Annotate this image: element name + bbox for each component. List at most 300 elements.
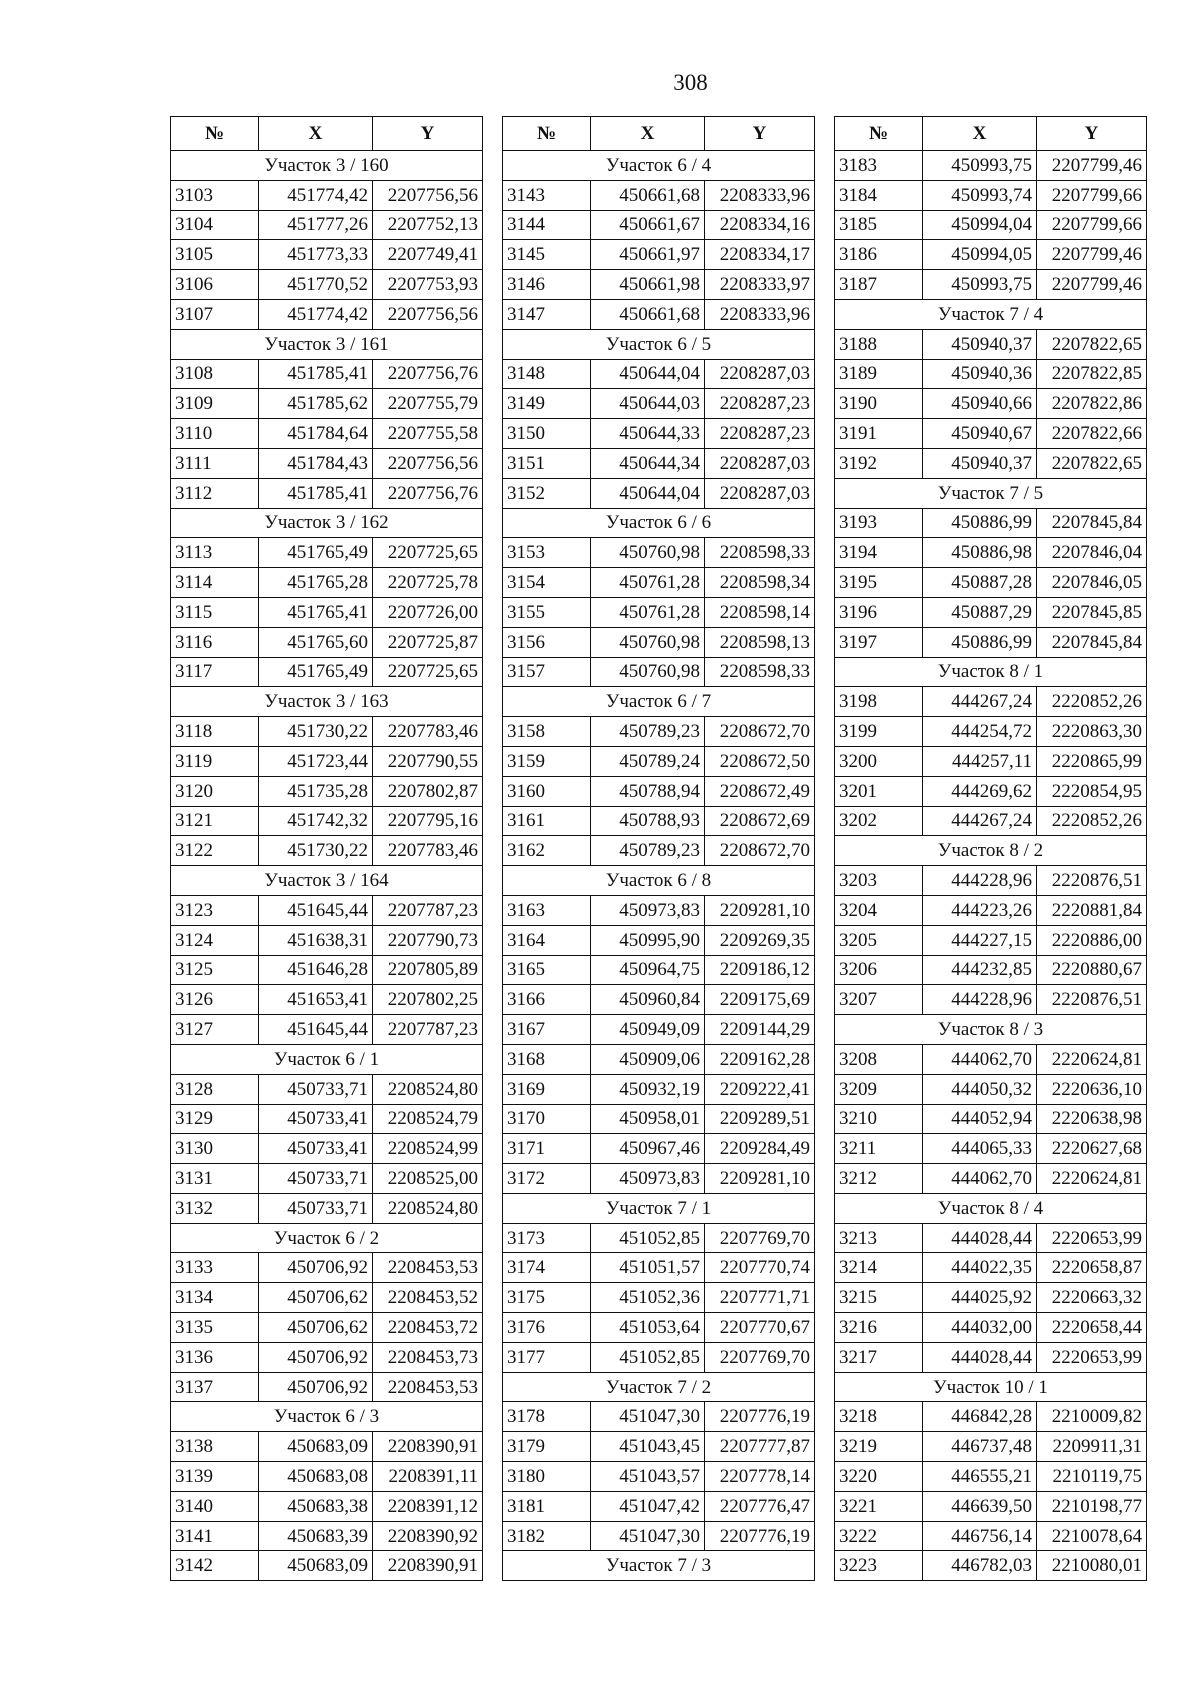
y-coordinate-cell: 2220854,95 <box>1037 776 1147 806</box>
table-row <box>503 1402 815 1432</box>
y-coordinate-cell: 2209162,28 <box>705 1044 815 1074</box>
table-row <box>835 1462 1147 1492</box>
section-title: Участок 7 / 3 <box>503 1551 815 1581</box>
y-coordinate-cell: 2209284,49 <box>705 1134 815 1164</box>
table-row <box>835 1223 1147 1253</box>
y-coordinate-cell: 2220658,87 <box>1037 1253 1147 1283</box>
y-coordinate-cell: 2208598,13 <box>705 627 815 657</box>
table-row <box>503 1521 815 1551</box>
point-number-cell: 3218 <box>835 1402 923 1432</box>
y-coordinate-cell: 2207845,84 <box>1037 627 1147 657</box>
section-title: Участок 10 / 1 <box>835 1372 1147 1402</box>
table-row <box>835 508 1147 538</box>
table-row <box>835 568 1147 598</box>
section-header-row <box>503 687 815 717</box>
table-row <box>503 806 815 836</box>
x-coordinate-cell: 450887,29 <box>923 597 1037 627</box>
x-coordinate-cell: 450993,75 <box>923 151 1037 181</box>
table-row <box>503 1342 815 1372</box>
x-coordinate-cell: 451043,45 <box>591 1432 705 1462</box>
table-row <box>171 568 483 598</box>
table-row <box>171 538 483 568</box>
y-coordinate-cell: 2207753,93 <box>373 270 483 300</box>
y-coordinate-cell: 2208287,03 <box>705 448 815 478</box>
table-row <box>835 1283 1147 1313</box>
y-coordinate-cell: 2220653,99 <box>1037 1223 1147 1253</box>
point-number-cell: 3103 <box>171 180 259 210</box>
point-number-cell: 3106 <box>171 270 259 300</box>
section-header-row <box>171 151 483 181</box>
table-row <box>171 746 483 776</box>
y-coordinate-cell: 2207756,56 <box>373 448 483 478</box>
table-row <box>171 1074 483 1104</box>
x-coordinate-cell: 450760,98 <box>591 538 705 568</box>
table-row <box>835 389 1147 419</box>
x-coordinate-cell: 450683,38 <box>259 1491 373 1521</box>
table-row <box>171 1491 483 1521</box>
x-coordinate-cell: 450958,01 <box>591 1104 705 1134</box>
table-row <box>835 210 1147 240</box>
y-coordinate-cell: 2208598,33 <box>705 538 815 568</box>
section-header-row <box>835 1372 1147 1402</box>
x-coordinate-cell: 450733,71 <box>259 1164 373 1194</box>
point-number-cell: 3215 <box>835 1283 923 1313</box>
y-coordinate-cell: 2207726,00 <box>373 597 483 627</box>
point-number-cell: 3203 <box>835 866 923 896</box>
point-number-cell: 3104 <box>171 210 259 240</box>
table-row <box>835 925 1147 955</box>
point-number-cell: 3117 <box>171 657 259 687</box>
section-title: Участок 6 / 7 <box>503 687 815 717</box>
point-number-cell: 3135 <box>171 1313 259 1343</box>
point-number-cell: 3214 <box>835 1253 923 1283</box>
section-header-row <box>503 866 815 896</box>
table-row <box>171 836 483 866</box>
table-row <box>171 1104 483 1134</box>
section-header-row <box>503 329 815 359</box>
point-number-cell: 3181 <box>503 1491 591 1521</box>
table-row <box>835 866 1147 896</box>
table-row <box>835 1044 1147 1074</box>
y-coordinate-cell: 2220876,51 <box>1037 866 1147 896</box>
x-coordinate-cell: 444228,96 <box>923 985 1037 1015</box>
x-coordinate-cell: 446737,48 <box>923 1432 1037 1462</box>
x-coordinate-cell: 451052,36 <box>591 1283 705 1313</box>
table-row <box>171 1432 483 1462</box>
section-title: Участок 8 / 3 <box>835 1015 1147 1045</box>
y-coordinate-cell: 2208333,97 <box>705 270 815 300</box>
y-coordinate-cell: 2207822,85 <box>1037 359 1147 389</box>
x-coordinate-cell: 444022,35 <box>923 1253 1037 1283</box>
y-coordinate-cell: 2220624,81 <box>1037 1044 1147 1074</box>
table-row <box>835 1164 1147 1194</box>
section-title: Участок 7 / 2 <box>503 1372 815 1402</box>
x-coordinate-cell: 450960,84 <box>591 985 705 1015</box>
x-coordinate-cell: 450940,36 <box>923 359 1037 389</box>
table-row <box>171 240 483 270</box>
section-title: Участок 3 / 162 <box>171 508 483 538</box>
point-number-cell: 3208 <box>835 1044 923 1074</box>
point-number-cell: 3217 <box>835 1342 923 1372</box>
x-coordinate-cell: 444257,11 <box>923 746 1037 776</box>
table-row <box>835 1432 1147 1462</box>
table-row <box>835 597 1147 627</box>
header-y: Y <box>373 117 483 151</box>
y-coordinate-cell: 2220886,00 <box>1037 925 1147 955</box>
y-coordinate-cell: 2208287,03 <box>705 359 815 389</box>
table-row <box>835 1521 1147 1551</box>
table-row <box>503 568 815 598</box>
y-coordinate-cell: 2220663,32 <box>1037 1283 1147 1313</box>
x-coordinate-cell: 451765,60 <box>259 627 373 657</box>
y-coordinate-cell: 2207845,84 <box>1037 508 1147 538</box>
y-coordinate-cell: 2220658,44 <box>1037 1313 1147 1343</box>
point-number-cell: 3129 <box>171 1104 259 1134</box>
x-coordinate-cell: 444032,00 <box>923 1313 1037 1343</box>
y-coordinate-cell: 2208524,80 <box>373 1074 483 1104</box>
x-coordinate-cell: 450733,41 <box>259 1134 373 1164</box>
y-coordinate-cell: 2208287,03 <box>705 478 815 508</box>
point-number-cell: 3221 <box>835 1491 923 1521</box>
x-coordinate-cell: 450789,23 <box>591 836 705 866</box>
point-number-cell: 3171 <box>503 1134 591 1164</box>
x-coordinate-cell: 450683,09 <box>259 1432 373 1462</box>
y-coordinate-cell: 2208672,70 <box>705 836 815 866</box>
point-number-cell: 3134 <box>171 1283 259 1313</box>
point-number-cell: 3193 <box>835 508 923 538</box>
table-row <box>503 478 815 508</box>
table-header-row <box>835 117 1147 151</box>
point-number-cell: 3154 <box>503 568 591 598</box>
section-header-row <box>835 657 1147 687</box>
y-coordinate-cell: 2208453,52 <box>373 1283 483 1313</box>
page-number: 308 <box>673 70 708 95</box>
table-row <box>503 389 815 419</box>
x-coordinate-cell: 444025,92 <box>923 1283 1037 1313</box>
y-coordinate-cell: 2207790,55 <box>373 746 483 776</box>
table-row <box>171 1313 483 1343</box>
x-coordinate-cell: 451051,57 <box>591 1253 705 1283</box>
header-x: X <box>923 117 1037 151</box>
y-coordinate-cell: 2207755,58 <box>373 419 483 449</box>
point-number-cell: 3137 <box>171 1372 259 1402</box>
table-row <box>835 627 1147 657</box>
x-coordinate-cell: 450760,98 <box>591 657 705 687</box>
x-coordinate-cell: 444228,96 <box>923 866 1037 896</box>
section-header-row <box>171 508 483 538</box>
point-number-cell: 3146 <box>503 270 591 300</box>
y-coordinate-cell: 2208334,16 <box>705 210 815 240</box>
x-coordinate-cell: 444052,94 <box>923 1104 1037 1134</box>
table-row <box>171 1521 483 1551</box>
point-number-cell: 3178 <box>503 1402 591 1432</box>
table-row <box>835 1134 1147 1164</box>
y-coordinate-cell: 2207725,78 <box>373 568 483 598</box>
y-coordinate-cell: 2209144,29 <box>705 1015 815 1045</box>
point-number-cell: 3187 <box>835 270 923 300</box>
y-coordinate-cell: 2208334,17 <box>705 240 815 270</box>
point-number-cell: 3188 <box>835 329 923 359</box>
table-row <box>835 746 1147 776</box>
x-coordinate-cell: 450644,04 <box>591 359 705 389</box>
x-coordinate-cell: 450761,28 <box>591 568 705 598</box>
y-coordinate-cell: 2207771,71 <box>705 1283 815 1313</box>
x-coordinate-cell: 451735,28 <box>259 776 373 806</box>
point-number-cell: 3127 <box>171 1015 259 1045</box>
x-coordinate-cell: 450761,28 <box>591 597 705 627</box>
table-row <box>503 180 815 210</box>
x-coordinate-cell: 450733,71 <box>259 1074 373 1104</box>
point-number-cell: 3105 <box>171 240 259 270</box>
y-coordinate-cell: 2207776,47 <box>705 1491 815 1521</box>
table-row <box>171 419 483 449</box>
y-coordinate-cell: 2207805,89 <box>373 955 483 985</box>
y-coordinate-cell: 2207822,66 <box>1037 419 1147 449</box>
y-coordinate-cell: 2209281,10 <box>705 1164 815 1194</box>
point-number-cell: 3133 <box>171 1253 259 1283</box>
point-number-cell: 3190 <box>835 389 923 419</box>
y-coordinate-cell: 2210009,82 <box>1037 1402 1147 1432</box>
y-coordinate-cell: 2207822,86 <box>1037 389 1147 419</box>
x-coordinate-cell: 451043,57 <box>591 1462 705 1492</box>
x-coordinate-cell: 450940,66 <box>923 389 1037 419</box>
table-row <box>171 955 483 985</box>
y-coordinate-cell: 2208672,69 <box>705 806 815 836</box>
section-title: Участок 7 / 4 <box>835 299 1147 329</box>
x-coordinate-cell: 450661,97 <box>591 240 705 270</box>
point-number-cell: 3200 <box>835 746 923 776</box>
x-coordinate-cell: 450644,04 <box>591 478 705 508</box>
x-coordinate-cell: 451730,22 <box>259 717 373 747</box>
point-number-cell: 3162 <box>503 836 591 866</box>
table-row <box>503 210 815 240</box>
x-coordinate-cell: 450949,09 <box>591 1015 705 1045</box>
point-number-cell: 3219 <box>835 1432 923 1462</box>
y-coordinate-cell: 2207799,46 <box>1037 240 1147 270</box>
y-coordinate-cell: 2207787,23 <box>373 895 483 925</box>
y-coordinate-cell: 2220852,26 <box>1037 806 1147 836</box>
x-coordinate-cell: 451765,41 <box>259 597 373 627</box>
y-coordinate-cell: 2207802,87 <box>373 776 483 806</box>
table-row <box>503 776 815 806</box>
table-row <box>503 1164 815 1194</box>
table-row <box>503 538 815 568</box>
section-header-row <box>835 1015 1147 1045</box>
table-row <box>171 1372 483 1402</box>
point-number-cell: 3183 <box>835 151 923 181</box>
x-coordinate-cell: 450706,62 <box>259 1313 373 1343</box>
table-row <box>503 1432 815 1462</box>
y-coordinate-cell: 2207756,56 <box>373 299 483 329</box>
table-row <box>171 299 483 329</box>
header-y: Y <box>1037 117 1147 151</box>
table-row <box>835 329 1147 359</box>
table-header-row <box>171 117 483 151</box>
y-coordinate-cell: 2220636,10 <box>1037 1074 1147 1104</box>
y-coordinate-cell: 2207783,46 <box>373 836 483 866</box>
x-coordinate-cell: 450661,68 <box>591 180 705 210</box>
table-row <box>503 1104 815 1134</box>
table-row <box>171 657 483 687</box>
y-coordinate-cell: 2208333,96 <box>705 180 815 210</box>
point-number-cell: 3124 <box>171 925 259 955</box>
y-coordinate-cell: 2220852,26 <box>1037 687 1147 717</box>
point-number-cell: 3116 <box>171 627 259 657</box>
point-number-cell: 3207 <box>835 985 923 1015</box>
x-coordinate-cell: 451774,42 <box>259 299 373 329</box>
y-coordinate-cell: 2207799,46 <box>1037 151 1147 181</box>
table-row <box>171 1134 483 1164</box>
x-coordinate-cell: 450994,05 <box>923 240 1037 270</box>
point-number-cell: 3150 <box>503 419 591 449</box>
y-coordinate-cell: 2208333,96 <box>705 299 815 329</box>
y-coordinate-cell: 2208390,91 <box>373 1432 483 1462</box>
table-row <box>835 955 1147 985</box>
point-number-cell: 3126 <box>171 985 259 1015</box>
table-row <box>171 776 483 806</box>
table-row <box>171 389 483 419</box>
x-coordinate-cell: 444028,44 <box>923 1342 1037 1372</box>
table-row <box>503 359 815 389</box>
table-row <box>171 1193 483 1223</box>
point-number-cell: 3222 <box>835 1521 923 1551</box>
point-number-cell: 3216 <box>835 1313 923 1343</box>
table-row <box>835 1253 1147 1283</box>
x-coordinate-cell: 451765,49 <box>259 657 373 687</box>
coordinates-table-column-2 <box>502 116 814 1581</box>
table-row <box>503 448 815 478</box>
x-coordinate-cell: 451646,28 <box>259 955 373 985</box>
table-row <box>835 1104 1147 1134</box>
x-coordinate-cell: 444223,26 <box>923 895 1037 925</box>
y-coordinate-cell: 2207769,70 <box>705 1342 815 1372</box>
y-coordinate-cell: 2220876,51 <box>1037 985 1147 1015</box>
x-coordinate-cell: 450644,33 <box>591 419 705 449</box>
table-row <box>171 210 483 240</box>
table-row <box>503 717 815 747</box>
point-number-cell: 3147 <box>503 299 591 329</box>
point-number-cell: 3202 <box>835 806 923 836</box>
y-coordinate-cell: 2207845,85 <box>1037 597 1147 627</box>
section-title: Участок 6 / 1 <box>171 1044 483 1074</box>
x-coordinate-cell: 450706,92 <box>259 1253 373 1283</box>
y-coordinate-cell: 2207799,66 <box>1037 180 1147 210</box>
x-coordinate-cell: 451777,26 <box>259 210 373 240</box>
point-number-cell: 3111 <box>171 448 259 478</box>
section-title: Участок 6 / 4 <box>503 151 815 181</box>
y-coordinate-cell: 2208287,23 <box>705 389 815 419</box>
table-row <box>503 1074 815 1104</box>
table-row <box>835 538 1147 568</box>
table-row <box>171 985 483 1015</box>
header-y: Y <box>705 117 815 151</box>
point-number-cell: 3201 <box>835 776 923 806</box>
y-coordinate-cell: 2207756,76 <box>373 478 483 508</box>
x-coordinate-cell: 450733,71 <box>259 1193 373 1223</box>
section-title: Участок 8 / 2 <box>835 836 1147 866</box>
section-header-row <box>171 329 483 359</box>
x-coordinate-cell: 444227,15 <box>923 925 1037 955</box>
point-number-cell: 3180 <box>503 1462 591 1492</box>
point-number-cell: 3172 <box>503 1164 591 1194</box>
y-coordinate-cell: 2207846,05 <box>1037 568 1147 598</box>
table-row <box>503 746 815 776</box>
table-row <box>503 1015 815 1045</box>
y-coordinate-cell: 2207787,23 <box>373 1015 483 1045</box>
table-row <box>503 597 815 627</box>
point-number-cell: 3199 <box>835 717 923 747</box>
y-coordinate-cell: 2220881,84 <box>1037 895 1147 925</box>
point-number-cell: 3191 <box>835 419 923 449</box>
point-number-cell: 3194 <box>835 538 923 568</box>
section-title: Участок 3 / 161 <box>171 329 483 359</box>
x-coordinate-cell: 451770,52 <box>259 270 373 300</box>
table-row <box>835 419 1147 449</box>
table-row <box>835 1074 1147 1104</box>
y-coordinate-cell: 2207822,65 <box>1037 329 1147 359</box>
x-coordinate-cell: 444062,70 <box>923 1164 1037 1194</box>
y-coordinate-cell: 2208390,92 <box>373 1521 483 1551</box>
x-coordinate-cell: 450973,83 <box>591 1164 705 1194</box>
section-header-row <box>835 1193 1147 1223</box>
table-row <box>835 1342 1147 1372</box>
table-row <box>835 240 1147 270</box>
table-header-row <box>503 117 815 151</box>
x-coordinate-cell: 450995,90 <box>591 925 705 955</box>
x-coordinate-cell: 444254,72 <box>923 717 1037 747</box>
section-header-row <box>835 836 1147 866</box>
table-row <box>171 1253 483 1283</box>
coordinates-table <box>170 116 483 1581</box>
table-row <box>171 1342 483 1372</box>
y-coordinate-cell: 2207802,25 <box>373 985 483 1015</box>
x-coordinate-cell: 450887,28 <box>923 568 1037 598</box>
point-number-cell: 3161 <box>503 806 591 836</box>
y-coordinate-cell: 2209222,41 <box>705 1074 815 1104</box>
table-row <box>171 895 483 925</box>
x-coordinate-cell: 444065,33 <box>923 1134 1037 1164</box>
section-header-row <box>503 1551 815 1581</box>
y-coordinate-cell: 2210078,64 <box>1037 1521 1147 1551</box>
x-coordinate-cell: 450967,46 <box>591 1134 705 1164</box>
section-title: Участок 6 / 6 <box>503 508 815 538</box>
point-number-cell: 3163 <box>503 895 591 925</box>
x-coordinate-cell: 446842,28 <box>923 1402 1037 1432</box>
x-coordinate-cell: 451053,64 <box>591 1313 705 1343</box>
table-row <box>503 1313 815 1343</box>
x-coordinate-cell: 451765,28 <box>259 568 373 598</box>
point-number-cell: 3182 <box>503 1521 591 1551</box>
point-number-cell: 3112 <box>171 478 259 508</box>
table-row <box>171 806 483 836</box>
coordinates-table <box>834 116 1147 1581</box>
point-number-cell: 3189 <box>835 359 923 389</box>
x-coordinate-cell: 444062,70 <box>923 1044 1037 1074</box>
table-row <box>503 299 815 329</box>
table-row <box>171 270 483 300</box>
table-row <box>503 1044 815 1074</box>
table-row <box>503 1462 815 1492</box>
table-row <box>503 1491 815 1521</box>
x-coordinate-cell: 450932,19 <box>591 1074 705 1104</box>
table-row <box>835 776 1147 806</box>
point-number-cell: 3213 <box>835 1223 923 1253</box>
table-row <box>503 955 815 985</box>
y-coordinate-cell: 2210080,01 <box>1037 1551 1147 1581</box>
point-number-cell: 3128 <box>171 1074 259 1104</box>
section-title: Участок 7 / 5 <box>835 478 1147 508</box>
point-number-cell: 3115 <box>171 597 259 627</box>
